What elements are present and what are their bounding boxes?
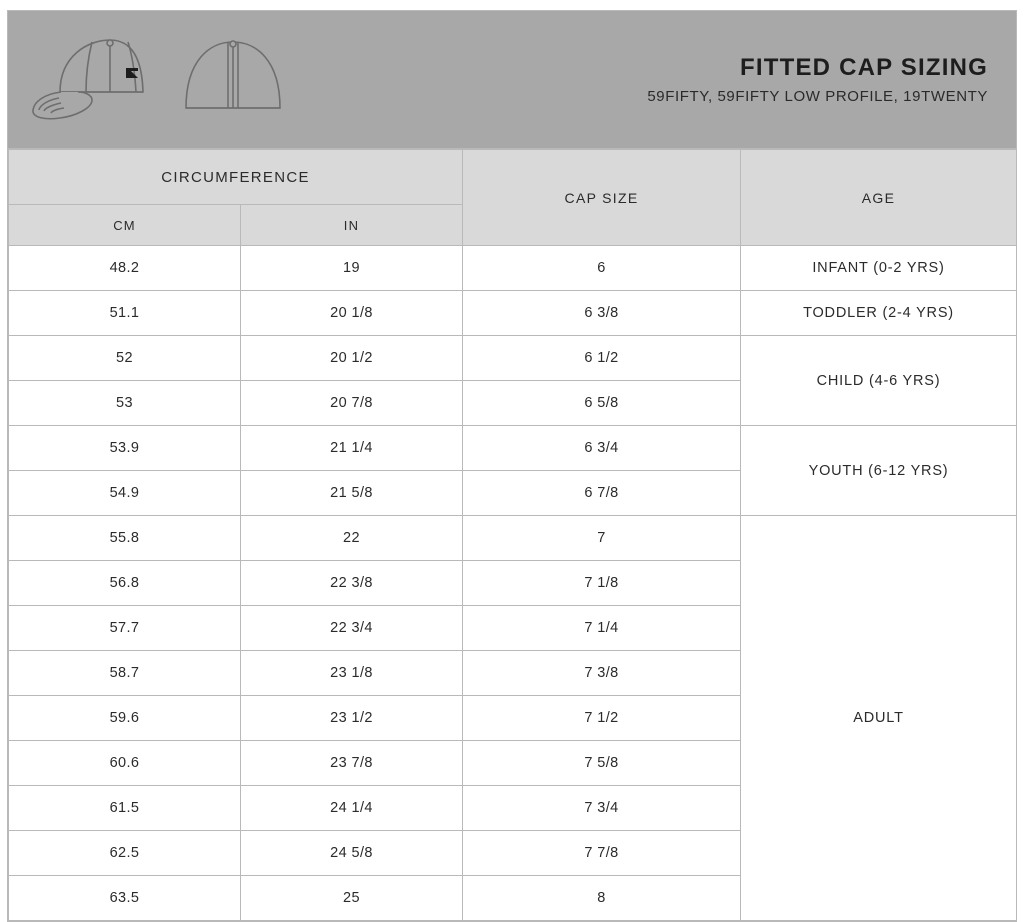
cell-in: 21 1/4	[241, 426, 463, 471]
table-row	[9, 516, 1017, 561]
cell-cm: 63.5	[9, 876, 241, 921]
table-row	[9, 291, 1017, 336]
cell-cm: 60.6	[9, 741, 241, 786]
cell-in: 22	[241, 516, 463, 561]
chart-header	[8, 11, 1016, 149]
cell-cap-size: 6 5/8	[463, 381, 741, 426]
cell-age-group: ADULT	[741, 516, 1017, 921]
cell-cm: 61.5	[9, 786, 241, 831]
size-chart-sheet	[7, 10, 1017, 922]
cell-age-group: TODDLER (2-4 YRS)	[741, 291, 1017, 336]
size-table	[8, 149, 1017, 921]
cell-in: 19	[241, 246, 463, 291]
cell-age-group: INFANT (0-2 YRS)	[741, 246, 1017, 291]
cell-cap-size: 7 3/8	[463, 651, 741, 696]
cell-in: 23 1/2	[241, 696, 463, 741]
table-header-row-group	[9, 150, 1017, 205]
cell-cap-size: 6	[463, 246, 741, 291]
table-row	[9, 246, 1017, 291]
table-row	[9, 336, 1017, 381]
cell-cm: 58.7	[9, 651, 241, 696]
column-group-circumference: CIRCUMFERENCE	[9, 150, 463, 205]
cell-in: 21 5/8	[241, 471, 463, 516]
cell-in: 20 1/2	[241, 336, 463, 381]
cell-cap-size: 7 3/4	[463, 786, 741, 831]
cell-cap-size: 7 7/8	[463, 831, 741, 876]
cell-in: 24 5/8	[241, 831, 463, 876]
cell-in: 20 1/8	[241, 291, 463, 336]
cell-cap-size: 6 3/4	[463, 426, 741, 471]
cell-in: 20 7/8	[241, 381, 463, 426]
cell-cap-size: 7 1/8	[463, 561, 741, 606]
table-row	[9, 426, 1017, 471]
cell-cap-size: 6 1/2	[463, 336, 741, 381]
cell-cap-size: 6 3/8	[463, 291, 741, 336]
cell-in: 22 3/4	[241, 606, 463, 651]
cell-in: 23 1/8	[241, 651, 463, 696]
cell-cm: 52	[9, 336, 241, 381]
cell-cap-size: 7 1/2	[463, 696, 741, 741]
page-title: FITTED CAP SIZING	[740, 54, 988, 81]
cell-cap-size: 7	[463, 516, 741, 561]
cell-cm: 48.2	[9, 246, 241, 291]
cap-illustrations	[8, 30, 298, 130]
cell-age-group: CHILD (4-6 YRS)	[741, 336, 1017, 426]
cell-in: 23 7/8	[241, 741, 463, 786]
cell-cm: 56.8	[9, 561, 241, 606]
cell-cm: 53	[9, 381, 241, 426]
cell-cap-size: 6 7/8	[463, 471, 741, 516]
table-body	[9, 246, 1017, 921]
column-header-cm: CM	[9, 205, 241, 246]
cell-cap-size: 8	[463, 876, 741, 921]
cell-cm: 57.7	[9, 606, 241, 651]
cell-in: 24 1/4	[241, 786, 463, 831]
fitted-cap-front-view-icon	[168, 30, 298, 130]
cell-cm: 51.1	[9, 291, 241, 336]
cell-cap-size: 7 1/4	[463, 606, 741, 651]
cell-age-group: YOUTH (6-12 YRS)	[741, 426, 1017, 516]
cell-cap-size: 7 5/8	[463, 741, 741, 786]
cell-cm: 53.9	[9, 426, 241, 471]
column-header-in: IN	[241, 205, 463, 246]
cell-in: 22 3/8	[241, 561, 463, 606]
page-subtitle: 59FIFTY, 59FIFTY LOW PROFILE, 19TWENTY	[647, 88, 988, 105]
column-header-age: AGE	[741, 150, 1017, 246]
cell-cm: 59.6	[9, 696, 241, 741]
cell-cm: 62.5	[9, 831, 241, 876]
header-text-block	[647, 54, 1016, 105]
fitted-cap-side-view-icon	[30, 30, 160, 130]
cell-cm: 54.9	[9, 471, 241, 516]
cell-cm: 55.8	[9, 516, 241, 561]
cell-in: 25	[241, 876, 463, 921]
column-header-cap-size: CAP SIZE	[463, 150, 741, 246]
